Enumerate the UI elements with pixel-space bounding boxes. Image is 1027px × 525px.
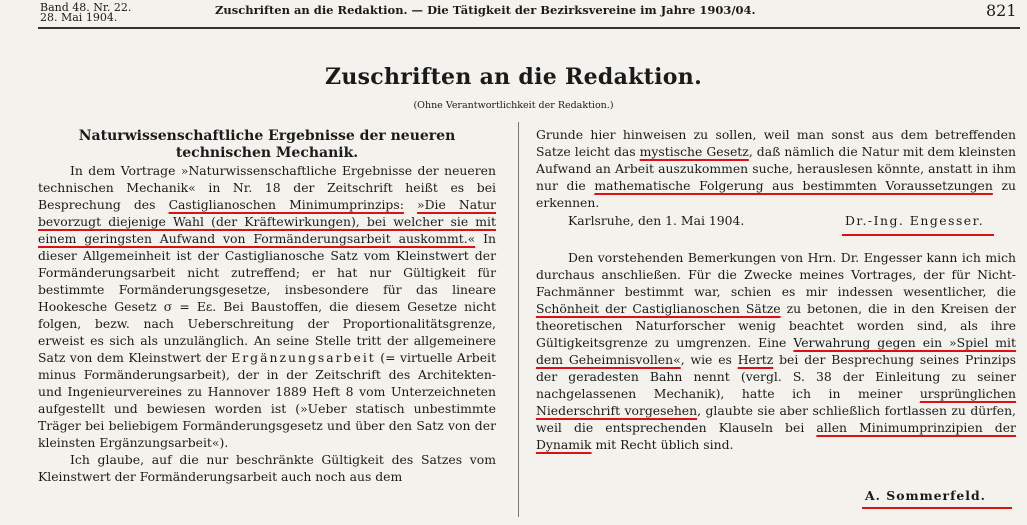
volume-line: Band 48. Nr. 22. — [40, 1, 132, 14]
volume-info — [40, 3, 131, 23]
section-subtitle: (Ohne Verantwortlichkeit der Redaktion.) — [413, 100, 614, 111]
paragraph — [38, 162, 496, 451]
text-run: , daß nämlich die Natur mit dem kleinsten Aufwand an Arbeit auszukommen suche, herauslesen könnte, anstatt in ihm nur die — [536, 144, 1017, 193]
text-run: (= virtuelle Arbeit minus Formänderungsarbeit), der in der Zeitschrift des Architekten- und Ingenieurvereines zu Hannover 1889 Heft 8 vom Unterzeichneten aufgestellt und bewiesen worden ist (»Ueber statisch unbestimmte Träger bei beliebigem Formänderungsgesetz und über den Satz von der kleinsten Ergänzungsarbeit«). — [38, 350, 496, 450]
column-divider — [518, 122, 519, 517]
highlighted-text: Verwahrung gegen ein »Spiel mit dem Geheimnisvollen« — [536, 335, 1016, 367]
article-heading: Naturwissenschaftliche Ergebnisse der neueren technischen Mechanik. — [78, 128, 456, 161]
signature-engesser: Dr.-Ing. Engesser. — [845, 213, 985, 228]
paragraph — [536, 249, 1016, 453]
highlighted-text: Schönheit der Castiglianoschen Sätze — [536, 301, 781, 316]
text-run: , wie es — [680, 352, 738, 367]
header-rule — [38, 27, 1020, 29]
signature-underline — [842, 234, 994, 236]
highlighted-text: Castiglianoschen Minimumprinzips: — [168, 197, 404, 212]
text-run: bei der Besprechung seines Prinzips der geradesten Bahn nennt (vergl. S. 38 der Einleitung zu seiner nachgelassenen Mechanik), hatte ich in meiner — [536, 352, 1016, 401]
text-run: Grunde hier hinweisen zu sollen, weil man sonst aus dem betreffenden Satze leicht das — [536, 127, 1016, 159]
date-line: 28. Mai 1904. — [40, 11, 118, 24]
paragraph — [536, 126, 1016, 211]
signature-underline — [862, 507, 1012, 509]
text-run: mit Recht üblich sind. — [591, 437, 734, 452]
left-column — [38, 162, 496, 485]
signature-place-date: Karlsruhe, den 1. Mai 1904. — [568, 213, 745, 228]
text-run: In dem Vortrage »Naturwissenschaftliche Ergebnisse der neueren technischen Mechanik« in Nr. 18 der Zeitschrift heißt es bei Besprechung des — [38, 163, 496, 212]
highlighted-text: allen Minimumprinzipien der Dynamik — [536, 420, 1016, 452]
text-run: , glaubte sie aber schließlich fortlassen zu dürfen, weil die entsprechenden Klauseln bei — [536, 403, 1016, 435]
right-column — [536, 126, 1016, 453]
highlighted-text: mathematische Folgerung aus bestimmten Voraussetzungen — [594, 178, 993, 193]
emphasized-term: Ergänzungsarbeit — [231, 350, 376, 365]
highlighted-text: Hertz — [737, 352, 774, 367]
text-run: zu erkennen. — [536, 178, 1016, 210]
signature-sommerfeld: A. Sommerfeld. — [865, 488, 986, 503]
text-run: zu betonen, die in den Kreisen der theoretischen Naturforscher wenig beachtet worden sind, als ihre Gültigkeitsgrenze zu umgrenzen. Eine — [536, 301, 1016, 350]
running-header: Zuschriften an die Redaktion. — Die Tätigkeit der Bezirksvereine im Jahre 1903/04. — [215, 3, 756, 17]
text-run: Den vorstehenden Bemerkungen von Hrn. Dr. Engesser kann ich mich durchaus anschließen. Für die Zwecke meines Vortrages, der für Nicht-Fachmänner bestimmt war, schien es mir indessen wesentlicher, die — [536, 250, 1016, 299]
paragraph: Ich glaube, auf die nur beschränkte Gültigkeit des Satzes vom Kleinstwert der Formänderungsarbeit auch noch aus dem — [38, 452, 496, 484]
section-title: Zuschriften an die Redaktion. — [324, 64, 703, 90]
highlighted-text: ursprünglichen Niederschrift vorgesehen — [536, 386, 1016, 418]
text-run: In dieser Allgemeinheit ist der Castiglianosche Satz vom Kleinstwert der Formänderungsarbeit nicht zutreffend; er hat nur Gültigkeit für bestimmte Formänderungsgesetze, insbesondere für das lineare Hookesche Gesetz σ = Eε. Bei Baustoffen, die diesem Gesetze nicht folgen, bezw. nach Ueberschreitung der Proportionalitätsgrenze, erweist es sich als unzulänglich. An seine Stelle tritt der allgemeinere Satz von dem Kleinstwert der — [38, 231, 496, 365]
highlighted-text: mystische Gesetz — [639, 144, 749, 159]
highlighted-quote: »Die Natur bevorzugt diejenige Wahl (der Kräftewirkungen), bei welcher sie mit einem geringsten Aufwand von Formänderungsarbeit auskommt.« — [38, 197, 496, 246]
page-number: 821 — [986, 1, 1017, 20]
